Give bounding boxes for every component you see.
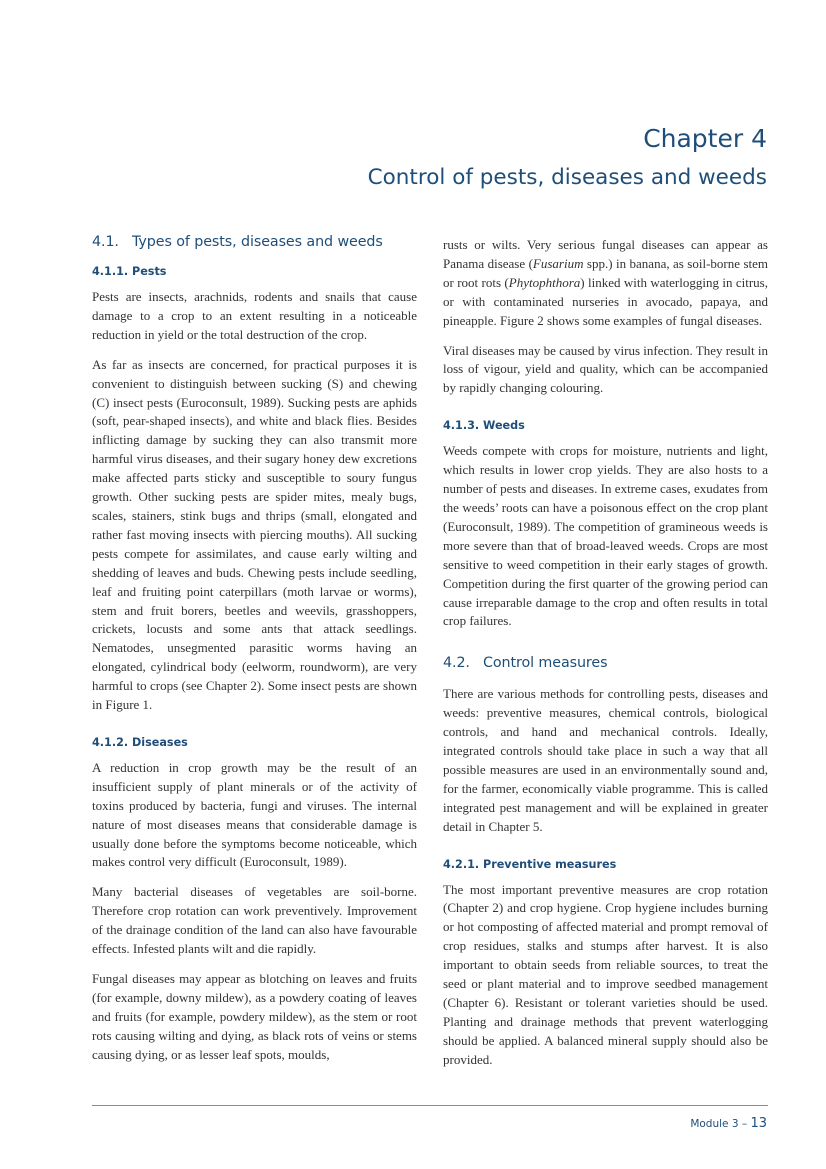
italic-term: Phytophthora: [508, 274, 581, 290]
section-title: Types of pests, diseases and weeds: [132, 234, 383, 250]
right-column: [443, 236, 768, 1081]
left-column: [92, 232, 417, 1076]
paragraph: Weeds compete with crops for moisture, nutrients and light, which results in lower crop yields. They are also hosts to a number of pests and diseases. In extreme cases, exudates from the weeds’ roots can have a poisonous effect on the crop plant (Euroconsult, 1989). The competition of gramineous weeds is more severe than that of broad-leaved weeds. Crops are most sensitive to weed competition in their early stages of growth. Competition during the first quarter of the growing period can cause irreparable damage to the crop and often results in total crop failures.: [443, 443, 768, 629]
footer-rule: [92, 1105, 768, 1106]
chapter-number: Chapter 4: [643, 124, 767, 153]
paragraph: Many bacterial diseases of vegetables are soil-borne. Therefore crop rotation can work preventively. Improvement of the drainage condition of the land can also have favourable effects. Infested plants wilt and die rapidly.: [92, 884, 417, 957]
paragraph: Viral diseases may be caused by virus infection. They result in loss of vigour, yield and quality, which can be accompanied by rapidly changing colouring.: [443, 342, 768, 396]
text-run: ) linked with waterlogging in citrus, or with contaminated nurseries in avocado, papaya, and pineapple. Figure 2 shows some examples of fungal diseases.: [443, 274, 768, 328]
page-number: 13: [750, 1116, 767, 1131]
section-number: 4.1.: [92, 234, 119, 250]
section-number: 4.2.: [443, 655, 470, 672]
page-footer: [690, 1116, 767, 1131]
text-run: spp.) in banana, as soil-borne stem or root rots (: [443, 255, 768, 290]
footer-dash: –: [741, 1118, 748, 1130]
paragraph: As far as insects are concerned, for practical purposes it is convenient to distinguish between sucking (S) and chewing (C) insect pests (Euroconsult, 1989). Sucking pests are aphids (soft, pear-shaped insects), and white and black flies. Besides inflicting damage by sucking they can also transmit more harmful virus diseases, and their sugary honey dew excretions make affected parts sticky and susceptible to soury fungus growth. Other sucking pests are spider mites, mealy bugs, scales, stainers, stink bugs and thrips (small, elongated and rather fast moving insects with piercing mouths). All sucking pests compete for assimilates, and cause early wilting and shedding of leaves and buds. Chewing pests include seedling, leaf and fruiting point caterpillars (moth larvae or worms), stem and fruit borers, beetles and weevils, grasshoppers, crickets, locusts and some ants that attack seedlings. Nematodes, unsegmented parasitic worms having an elongated, cylindrical body (eelworm, roundworm), are very harmful to crops (see Chapter 2). Some insect pests are shown in Figure 1.: [92, 356, 417, 713]
paragraph: [443, 236, 768, 331]
paragraph: Fungal diseases may appear as blotching on leaves and fruits (for example, downy mildew), as a powdery coating of leaves and fruits (for example, powdery mildew), as the stem or root rots causing wilting and dying, as black rots of veins or stems causing dying, or as lesser leaf spots, moulds,: [92, 971, 417, 1062]
subsection-heading-weeds: 4.1.3. Weeds: [443, 419, 525, 433]
section-heading-4-2: [443, 653, 768, 673]
paragraph: A reduction in crop growth may be the result of an insufficient supply of plant minerals or of the activity of toxins produced by bacteria, fungi and viruses. The internal nature of most diseases means that considerable damage is usually done before the symptoms become noticeable, which makes control very difficult (Euroconsult, 1989).: [92, 759, 417, 870]
module-label: Module 3: [690, 1118, 739, 1130]
paragraph: There are various methods for controlling pests, diseases and weeds: preventive measures, chemical controls, biological controls, and hand and mechanical controls. Ideally, integrated controls should take place in such a way that all possible measures are used in an environmentally sound and, for the farmer, economically viable programme. This is called integrated pest management and will be explained in greater detail in Chapter 5.: [443, 686, 768, 834]
paragraph: Pests are insects, arachnids, rodents and snails that cause damage to a crop to an extent resulting in a noticeable reduction in yield or the total destruction of the crop.: [92, 289, 417, 342]
subsection-heading-preventive: 4.2.1. Preventive measures: [443, 857, 617, 871]
paragraph: The most important preventive measures are crop rotation (Chapter 2) and crop hygiene. Crop hygiene includes burning or hot composting of affected material and prompt removal of crop residues, stalks and stumps after harvest. It is also important to obtain seeds from reliable sources, to treat the seed or plant material and to improve seedbed management (Chapter 6). Resistant or tolerant varieties should be used. Planting and drainage methods that prevent waterlogging should be applied. A balanced mineral supply should also be provided.: [443, 881, 768, 1067]
chapter-heading: [368, 122, 767, 193]
text-run: rusts or wilts. Very serious fungal diseases can appear as Panama disease (: [443, 237, 768, 271]
subsection-heading-diseases: 4.1.2. Diseases: [92, 735, 188, 749]
italic-term: Fusarium: [532, 255, 584, 271]
section-title: Control measures: [483, 655, 608, 672]
chapter-title: Control of pests, diseases and weeds: [367, 165, 767, 190]
subsection-heading-pests: 4.1.1. Pests: [92, 265, 167, 278]
section-heading-4-1: [92, 232, 417, 252]
